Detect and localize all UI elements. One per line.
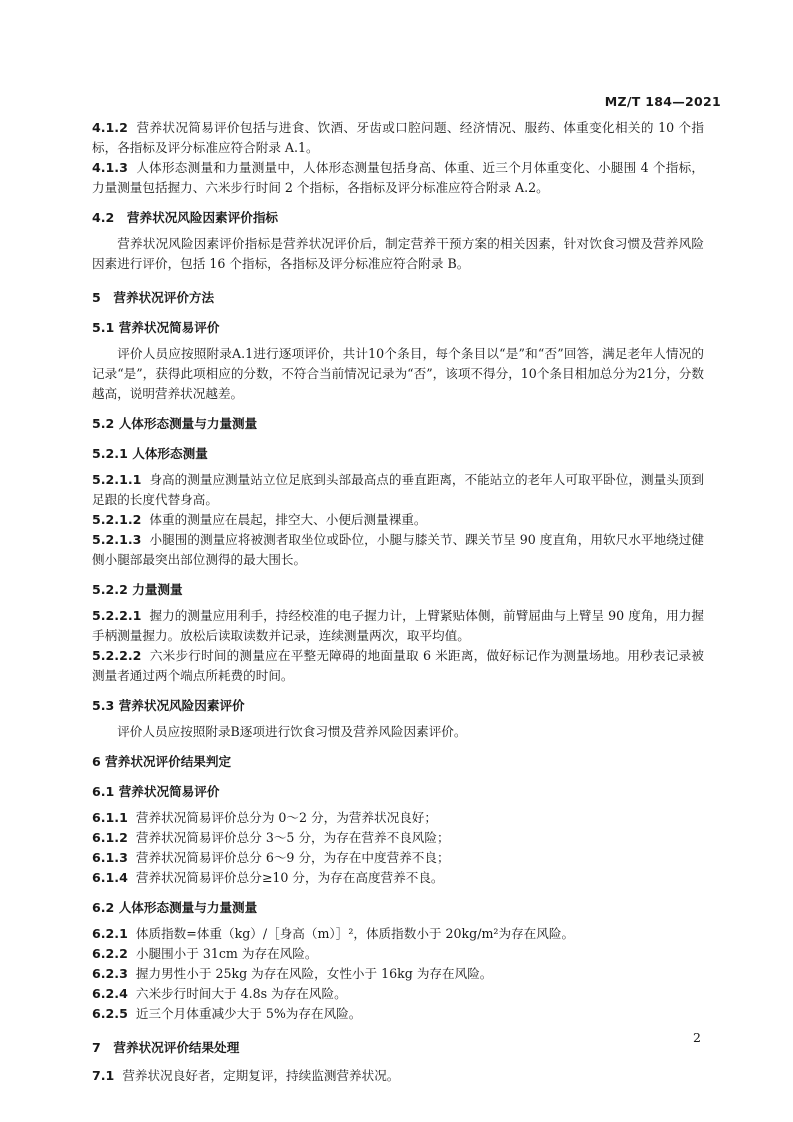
clause-paragraph xyxy=(92,158,704,198)
clause-number: 4.1.3 xyxy=(92,160,128,175)
section-heading: 5 营养状况评价方法 xyxy=(92,290,215,305)
clause-paragraph xyxy=(92,606,704,646)
clause-number: 5.2.1.2 xyxy=(92,512,142,527)
clause-number: 5.2.1.1 xyxy=(92,472,142,487)
clause-text: 营养状况简易评价包括与进食、饮酒、牙齿或口腔问题、经济情况、服药、体重变化相关的 10 个指标，各指标及评分标准应符合附录 A.1。 xyxy=(92,120,704,155)
clause-number: 6.2.1 xyxy=(92,926,128,941)
clause-number: 7.1 xyxy=(92,1068,115,1083)
clause-paragraph xyxy=(92,808,704,828)
clause-text: 六米步行时间的测量应在平整无障碍的地面量取 6 米距离，做好标记作为测量场地。用秒表记录被测量者通过两个端点所耗费的时间。 xyxy=(92,648,704,683)
clause-text: 人体形态测量和力量测量中，人体形态测量包括身高、体重、近三个月体重变化、小腿围 4 个指标，力量测量包括握力、六米步行时间 2 个指标，各指标及评分标准应符合附录 A.2。 xyxy=(92,160,704,195)
clause-number: 6.2.2 xyxy=(92,946,128,961)
section-heading: 7 营养状况评价结果处理 xyxy=(92,1040,240,1055)
page-number: 2 xyxy=(693,1030,701,1045)
clause-paragraph xyxy=(92,964,704,984)
clause-number: 6.1.1 xyxy=(92,810,128,825)
clause-number: 6.1.4 xyxy=(92,870,128,885)
clause-text: 小腿围小于 31cm 为存在风险。 xyxy=(135,946,318,961)
clause-text: 营养状况简易评价总分 6～9 分，为存在中度营养不良； xyxy=(135,850,450,865)
clause-paragraph xyxy=(92,118,704,158)
clause-paragraph xyxy=(92,924,704,944)
clause-paragraph xyxy=(92,984,704,1004)
clause-text: 体质指数=体重（kg）/［身高（m）］²，体质指数小于 20kg/m²为存在风险。 xyxy=(135,926,575,941)
clause-text: 六米步行时间大于 4.8s 为存在风险。 xyxy=(135,986,347,1001)
document-code: MZ/T 184—2021 xyxy=(604,94,721,109)
clause-text: 身高的测量应测量站立位足底到头部最高点的垂直距离，不能站立的老年人可取平卧位，测量头顶到足跟的长度代替身高。 xyxy=(92,472,704,507)
clause-text: 营养状况良好者，定期复评，持续监测营养状况。 xyxy=(122,1068,400,1083)
clause-text: 营养状况简易评价总分为 0～2 分，为营养状况良好； xyxy=(135,810,437,825)
clause-paragraph xyxy=(92,646,704,686)
clause-number: 6.1.3 xyxy=(92,850,128,865)
section-heading: 6.1 营养状况简易评价 xyxy=(92,784,220,799)
section-heading: 5.2 人体形态测量与力量测量 xyxy=(92,416,258,431)
clause-number: 6.2.5 xyxy=(92,1006,128,1021)
clause-text: 营养状况简易评价总分 3～5 分，为存在营养不良风险； xyxy=(135,830,450,845)
section-heading: 6.2 人体形态测量与力量测量 xyxy=(92,900,258,915)
clause-paragraph xyxy=(92,828,704,848)
clause-text: 小腿围的测量应将被测者取坐位或卧位，小腿与膝关节、踝关节呈 90 度直角，用软尺水平地绕过健侧小腿部最突出部位测得的最大围长。 xyxy=(92,532,704,567)
body-paragraph: 评价人员应按照附录A.1进行逐项评价，共计10个条目，每个条目以“是”和“否”回答，满足老年人情况的记录“是”，获得此项相应的分数，不符合当前情况记录为“否”，该项不得分，10个条目相加总分为21分，分数越高，说明营养状况越差。 xyxy=(92,346,704,401)
clause-paragraph xyxy=(92,510,704,530)
clause-number: 5.2.2.1 xyxy=(92,608,142,623)
clause-paragraph xyxy=(92,944,704,964)
clause-paragraph xyxy=(92,848,704,868)
section-heading: 6 营养状况评价结果判定 xyxy=(92,754,232,769)
clause-paragraph xyxy=(92,530,704,570)
section-heading: 4.2 营养状况风险因素评价指标 xyxy=(92,210,279,225)
body-paragraph: 营养状况风险因素评价指标是营养状况评价后，制定营养干预方案的相关因素，针对饮食习惯及营养风险因素进行评价，包括 16 个指标，各指标及评分标准应符合附录 B。 xyxy=(92,236,704,271)
clause-text: 握力的测量应用利手，持经校准的电子握力计，上臂紧贴体侧，前臂屈曲与上臂呈 90 度角，用力握手柄测量握力。放松后读取读数并记录，连续测量两次，取平均值。 xyxy=(92,608,704,643)
document-body xyxy=(92,118,704,1086)
section-heading: 5.1 营养状况简易评价 xyxy=(92,320,220,335)
clause-number: 6.2.4 xyxy=(92,986,128,1001)
clause-paragraph xyxy=(92,1066,704,1086)
clause-text: 营养状况简易评价总分≥10 分，为存在高度营养不良。 xyxy=(135,870,444,885)
body-paragraph: 评价人员应按照附录B逐项进行饮食习惯及营养风险因素评价。 xyxy=(117,724,467,739)
clause-text: 近三个月体重减少大于 5%为存在风险。 xyxy=(135,1006,362,1021)
clause-paragraph xyxy=(92,1004,704,1024)
clause-paragraph xyxy=(92,470,704,510)
clause-number: 4.1.2 xyxy=(92,120,128,135)
section-heading: 5.3 营养状况风险因素评价 xyxy=(92,698,245,713)
clause-text: 体重的测量应在晨起，排空大、小便后测量裸重。 xyxy=(149,512,427,527)
clause-number: 5.2.2.2 xyxy=(92,648,142,663)
section-heading: 5.2.2 力量测量 xyxy=(92,582,183,597)
section-heading: 5.2.1 人体形态测量 xyxy=(92,446,208,461)
clause-number: 6.1.2 xyxy=(92,830,128,845)
clause-number: 5.2.1.3 xyxy=(92,532,142,547)
clause-paragraph xyxy=(92,868,704,888)
clause-text: 握力男性小于 25kg 为存在风险，女性小于 16kg 为存在风险。 xyxy=(135,966,493,981)
clause-number: 6.2.3 xyxy=(92,966,128,981)
